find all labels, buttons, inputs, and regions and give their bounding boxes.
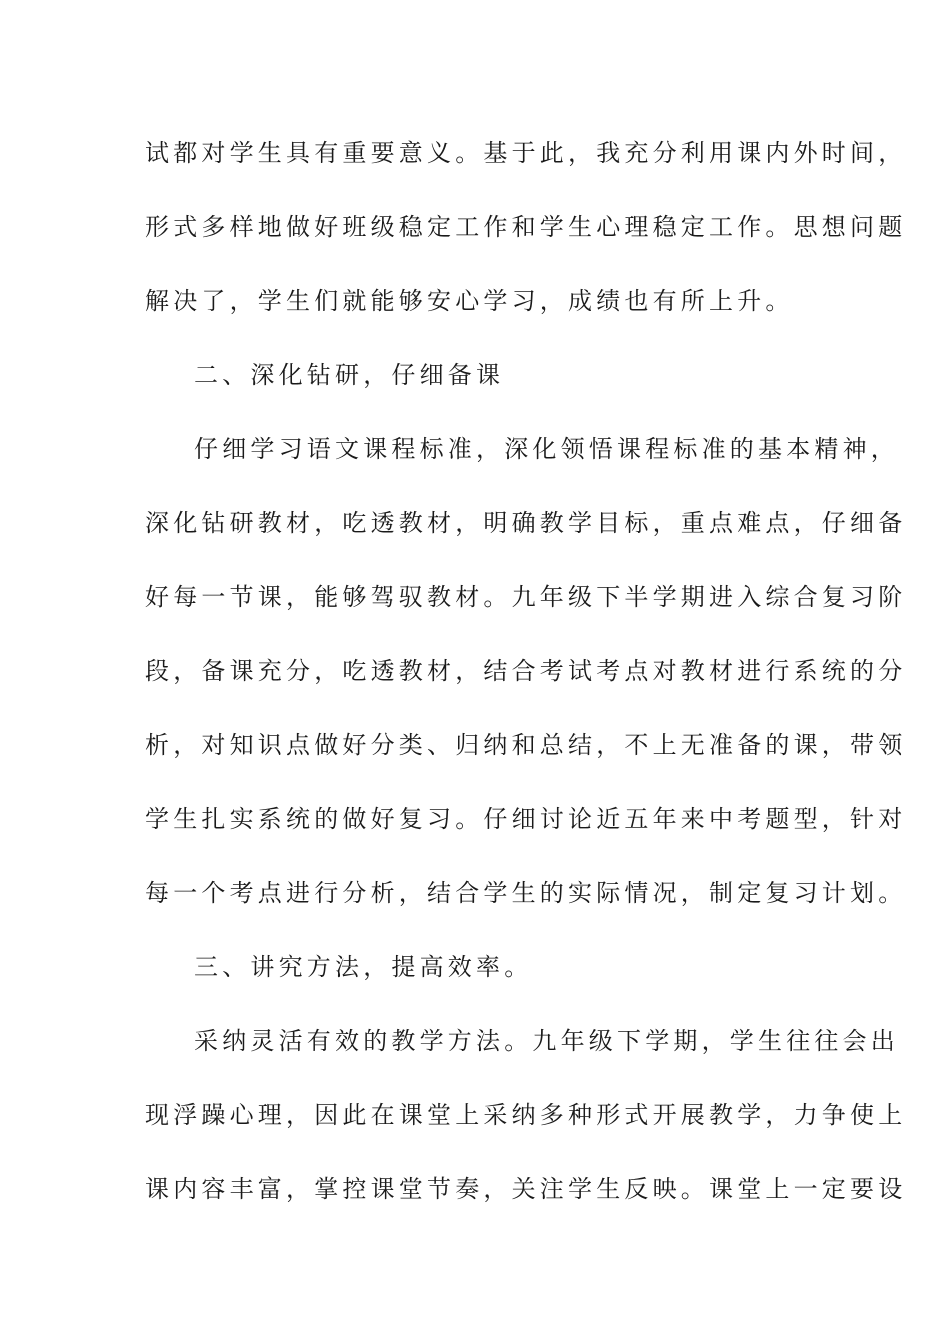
body-text-line: 采纳灵活有效的教学方法。九年级下学期，学生往往会出 (194, 1027, 899, 1055)
body-text-line: 析，对知识点做好分类、归纳和总结，不上无准备的课，带领 (145, 731, 907, 759)
body-text-line: 学生扎实系统的做好复习。仔细讨论近五年来中考题型，针对 (145, 805, 907, 833)
body-text-line: 解决了，学生们就能够安心学习，成绩也有所上升。 (145, 287, 794, 315)
body-text-line: 试都对学生具有重要意义。基于此，我充分利用课内外时间， (145, 139, 907, 167)
section-heading: 三、讲究方法，提高效率。 (194, 953, 533, 981)
body-text-line: 形式多样地做好班级稳定工作和学生心理稳定工作。思想问题 (145, 213, 907, 241)
body-text-line: 好每一节课，能够驾驭教材。九年级下半学期进入综合复习阶 (145, 583, 907, 611)
section-heading: 二、深化钻研，仔细备课 (194, 361, 505, 389)
body-text-line: 课内容丰富，掌控课堂节奏，关注学生反映。课堂上一定要设 (145, 1175, 907, 1203)
body-text-line: 段，备课充分，吃透教材，结合考试考点对教材进行系统的分 (145, 657, 907, 685)
body-text-line: 现浮躁心理，因此在课堂上采纳多种形式开展教学，力争使上 (145, 1101, 907, 1129)
body-text-line: 深化钻研教材，吃透教材，明确教学目标，重点难点，仔细备 (145, 509, 907, 537)
body-text-line: 仔细学习语文课程标准，深化领悟课程标准的基本精神， (194, 435, 899, 463)
body-text-line: 每一个考点进行分析，结合学生的实际情况，制定复习计划。 (145, 879, 907, 907)
